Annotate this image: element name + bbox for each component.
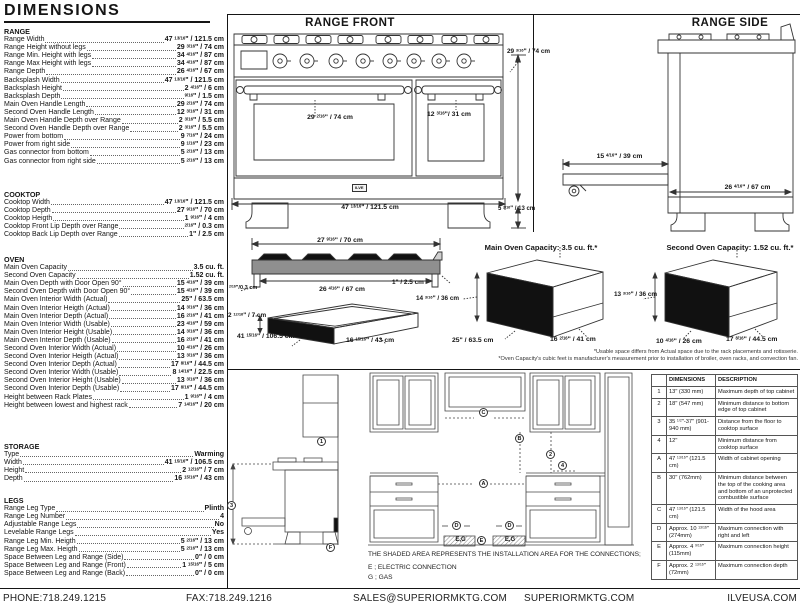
marker-b: B [515, 434, 524, 443]
table-row [652, 560, 798, 579]
front-height-dim: 29 $^{3/16}$" / 74 cm [507, 47, 551, 55]
dotted-leader [77, 278, 189, 279]
page-title: DIMENSIONS [4, 2, 210, 23]
spec-row [4, 546, 224, 554]
description-cell: Width of cabinet opening [716, 454, 798, 473]
spec-value: 17 $^{8/16}$" / 44.5 cm [170, 360, 224, 369]
spec-value: 15 $^{4/16}$" / 39 cm [176, 279, 224, 288]
table-header [652, 375, 667, 387]
row-id-cell: 2 [652, 398, 667, 417]
second-oven-depth-dim: 17 $^{8/16}$" / 44.5 cm [726, 335, 778, 343]
mid-rule [227, 369, 800, 370]
row-id-cell: F [652, 560, 667, 579]
spec-value: 3.5 cu. ft. [193, 264, 224, 272]
spec-value: 16 $^{2/16}$" / 41 cm [176, 311, 224, 320]
footnote-line1: *Usable space differs from Actual space due to the rack placements and rotisserie. [593, 349, 798, 355]
spec-value: 10 $^{4/16}$" / 26 cm [176, 344, 224, 352]
main-oven-height-dim: 14 $^{3/16}$" / 36 cm [416, 294, 460, 302]
spec-value: 1 $^{9/16}$" / 4 cm [184, 214, 224, 222]
dotted-leader [131, 294, 176, 295]
dotted-leader [122, 123, 178, 124]
spec-value: $^{9/16}$" / 1.5 cm [184, 92, 224, 100]
spec-value: 1" / 2.5 cm [189, 230, 224, 238]
dotted-leader [127, 567, 181, 568]
electric-connection-note: E ; ELECTRIC CONNECTION [368, 564, 457, 571]
main-oven-width-dim: 25" / 63.5 cm [452, 337, 494, 344]
cooktop-top-dim: 27 $^{9/16}$" / 70 cm [317, 236, 363, 244]
spec-label: Second Oven Depth with Door Open 90° [4, 288, 131, 296]
spec-label: Main Oven Handle Depth over Range [4, 117, 121, 125]
dotted-leader [87, 50, 176, 51]
dimension-cell: 13" (330 mm) [667, 386, 716, 398]
dotted-leader [75, 535, 211, 536]
cooktop-front-lip-dim: $^{2/16}$"/0.3 cm [229, 284, 258, 291]
dimension-cell: Approx. 10 $^{13/16}$" (274mm) [667, 523, 716, 542]
spec-value: 8 $^{14/16}$" / 22.5 cm [172, 368, 224, 377]
dotted-leader [122, 383, 176, 384]
spec-section-cooktop [4, 191, 224, 239]
spec-value: 15 $^{4/16}$" / 39 cm [176, 287, 224, 296]
dotted-leader [53, 220, 183, 221]
dotted-leader [97, 163, 180, 164]
spec-label: Range Height without legs [4, 44, 86, 52]
spec-row [4, 231, 224, 239]
dotted-leader [95, 114, 176, 115]
table-row [652, 435, 798, 454]
shaded-area-label-right: E,G [504, 537, 516, 543]
spec-value: 13 $^{3/16}$" / 36 cm [176, 376, 224, 385]
storage-drawer-drawing [240, 300, 450, 358]
marker-e: E [477, 536, 486, 545]
row-id-cell: A [652, 454, 667, 473]
row-id-cell: 3 [652, 417, 667, 436]
spec-row [4, 353, 224, 361]
spec-value: 5 $^{2/16}$" / 13 cm [180, 544, 224, 553]
spec-value: 14 $^{3/16}$" / 36 cm [176, 328, 224, 336]
spec-value: 17 $^{8/16}$" / 44.5 cm [170, 384, 224, 393]
spec-value: 47 $^{13/16}$" / 121.5 cm [164, 35, 224, 44]
spec-value: 41 $^{15/16}$" / 106.5 cm [164, 458, 224, 466]
spec-label: Second Oven Interior Width (Actual) [4, 345, 117, 352]
spec-value: 2 $^{3/16}$" / 5.5 cm [178, 124, 224, 133]
spec-label: Adjustable Range Legs [4, 521, 77, 529]
front-main-handle-dim: 29 $^{2/16}$" / 74 cm [307, 113, 353, 121]
spec-section-range [4, 28, 224, 166]
dotted-leader [46, 74, 176, 75]
second-oven-capacity-drawing [625, 255, 800, 360]
spec-label: Height [4, 466, 25, 474]
spec-label: Second Oven Interior Depth (Actual) [4, 361, 117, 369]
spec-label: Backsplash Width [4, 76, 60, 84]
section-title: LEGS [4, 496, 24, 506]
dimension-cell: 12" [667, 435, 716, 454]
dotted-leader [45, 42, 163, 43]
spec-value: 13 $^{3/16}$" / 36 cm [176, 352, 224, 361]
dotted-leader [109, 318, 176, 319]
dotted-leader [119, 375, 171, 376]
dotted-leader [111, 326, 176, 327]
dotted-leader [130, 131, 177, 132]
spec-label: Main Oven Interior Width (Usable) [4, 320, 110, 328]
spec-value: 14 $^{3/16}$" / 36 cm [176, 303, 224, 312]
footer-email[interactable]: SALES@SUPERIORMKTG.COM [353, 593, 508, 604]
section-title: COOKTOP [4, 189, 41, 199]
spec-value: 0" / 0 cm [194, 553, 224, 561]
table-row [652, 454, 798, 473]
spec-value: Yes [211, 529, 224, 537]
dotted-leader [119, 228, 183, 229]
spec-value: 7 $^{14/16}$" / 20 cm [178, 400, 224, 409]
section-title: OVEN [4, 254, 25, 264]
dotted-leader [126, 575, 194, 576]
table-row [652, 542, 798, 561]
spec-value: 25" / 63.5 cm [181, 296, 224, 304]
marker-d-right: D [505, 521, 514, 530]
spec-row [4, 223, 224, 231]
dotted-leader [119, 359, 175, 360]
spec-row [4, 562, 224, 570]
spec-label: Range Leg Min. Heigth [4, 537, 76, 545]
dotted-leader [123, 286, 176, 287]
spec-label: Width [4, 458, 22, 466]
dotted-leader [51, 204, 164, 205]
dotted-leader [66, 519, 219, 520]
spec-value: 27 $^{9/16}$" / 70 cm [176, 205, 224, 214]
marker-4: 4 [558, 461, 567, 470]
spec-label: Second Oven Handle Depth over Range [4, 125, 130, 133]
spec-label: Main Oven Interior Depth (Actual) [4, 312, 109, 320]
spec-value: 1 $^{9/16}$" / 4 cm [184, 392, 224, 401]
spec-label: Range Depth [4, 68, 46, 76]
footer-site[interactable]: SUPERIORMKTG.COM [524, 593, 635, 604]
table-row [652, 472, 798, 504]
marker-3: 3 [227, 501, 236, 510]
row-id-cell: 1 [652, 386, 667, 398]
spec-section-legs [4, 497, 224, 578]
dimension-cell: 47 $^{13/16}$" (121.5 cm) [667, 454, 716, 473]
description-cell: Minimum distance between the top of the cooking area and bottom of an unprotected combustible surface [716, 472, 798, 504]
range-side-title: RANGE SIDE [691, 17, 769, 29]
dotted-leader [71, 147, 180, 148]
dimension-cell: 18" (547 mm) [667, 398, 716, 417]
spec-value: 29 $^{2/16}$" / 74 cm [176, 100, 224, 108]
spec-label: Main Oven Interior Width (Actual) [4, 296, 108, 304]
dotted-leader [77, 527, 213, 528]
spec-label: Cooktop Back Lip Depth over Range [4, 230, 118, 238]
description-cell: Maximum connection height [716, 542, 798, 561]
dimension-cell: 47 $^{13/16}$" (121.5 cm) [667, 505, 716, 524]
dotted-leader [23, 464, 164, 465]
spec-row [4, 264, 224, 272]
range-front-title: RANGE FRONT [305, 17, 395, 29]
spec-label: Backsplash Height [4, 84, 62, 92]
dotted-leader [129, 407, 178, 408]
table-header: DIMENSIONS [667, 375, 716, 387]
spec-value: 1.52 cu. ft. [189, 272, 224, 280]
dotted-leader [111, 310, 176, 311]
spec-row [4, 521, 224, 529]
row-id-cell: 4 [652, 435, 667, 454]
spec-label: Second Oven Capacity [4, 272, 76, 280]
spec-label: Range Width [4, 36, 45, 44]
description-cell: Maximum connection depth [716, 560, 798, 579]
spec-label: Gas connector from right side [4, 157, 96, 165]
cooktop-back-lip-dim: 1" / 2.5 cm [392, 279, 424, 286]
spec-label: Range Leg Number [4, 513, 66, 521]
spec-label: Height between Rack Plates [4, 393, 92, 401]
spec-row [4, 402, 224, 410]
spec-label: Range Leg Type [4, 505, 56, 513]
spec-value: $^{2/16}$" / 0.3 cm [184, 222, 224, 230]
spec-value: No [214, 521, 224, 529]
dotted-leader [92, 66, 176, 67]
range-front-drawing [230, 14, 536, 232]
dotted-leader [118, 367, 170, 368]
spec-label: Range Leg Max. Heigth [4, 545, 78, 553]
spec-row [4, 475, 224, 483]
storage-depth-dim: 16 $^{15/16}$" / 43 cm [346, 336, 395, 344]
footer-phone: PHONE:718.249.1215 [3, 593, 107, 604]
description-cell: Distance from the floor to cooktop surface [716, 417, 798, 436]
description-cell: Minimum distance to bottom edge of top cabinet [716, 398, 798, 417]
front-second-handle-dim: 12 $^{3/16}$"/ 31 cm [427, 110, 471, 118]
spec-row [4, 68, 224, 76]
spec-sections [4, 28, 224, 578]
dotted-leader [77, 543, 180, 544]
spec-label: Main Oven Interior Height (Usable) [4, 328, 113, 336]
spec-label: Depth [4, 475, 23, 483]
description-cell: Width of the hood area [716, 505, 798, 524]
dotted-leader [20, 456, 193, 457]
dotted-leader [61, 82, 164, 83]
spec-value: 4 [220, 513, 224, 521]
spec-label: Main Oven Interior Depth (Usable) [4, 336, 111, 344]
section-title: RANGE [4, 27, 30, 36]
side-door-open-dim: 15 $^{4/16}$" / 39 cm [596, 152, 643, 160]
spec-label: Power from bottom [4, 133, 64, 141]
dotted-leader [63, 90, 184, 91]
dotted-leader [113, 334, 176, 335]
spec-label: Second Oven Interior Width (Usable) [4, 369, 119, 377]
spec-value: 47 $^{13/16}$" / 121.5 cm [164, 197, 224, 206]
spec-label: Second Oven Interior Height (Usable) [4, 377, 121, 385]
spec-value: 1 $^{15/16}$" / 5 cm [182, 561, 224, 569]
spec-value: Plinth [204, 505, 224, 513]
spec-label: Cooktop Front Lip Depth over Range [4, 222, 119, 230]
dotted-leader [52, 212, 176, 213]
spec-label: Backsplash Depth [4, 92, 61, 100]
spec-row [4, 361, 224, 369]
spec-label: Range Min. Height with legs [4, 52, 92, 60]
table-header: DESCRIPTION [716, 375, 798, 387]
dotted-leader [119, 236, 189, 237]
table-row [652, 505, 798, 524]
spec-value: 2 $^{3/16}$" / 5.5 cm [178, 116, 224, 125]
marker-d-left: D [452, 521, 461, 530]
spec-label: Second Oven Interior Depth (Usable) [4, 385, 120, 393]
main-oven-depth-dim: 16 $^{2/16}$" / 41 cm [550, 335, 596, 343]
dotted-leader [79, 551, 180, 552]
footer-brand-site[interactable]: ILVEUSA.COM [727, 593, 797, 604]
spec-value: 2 $^{12/16}$" / 7 cm [182, 466, 224, 474]
dotted-leader [117, 351, 176, 352]
range-side-drawing [533, 14, 800, 232]
spec-row [4, 157, 224, 165]
dotted-leader [120, 391, 170, 392]
dotted-leader [25, 472, 181, 473]
spec-label: Power from right side [4, 141, 71, 149]
spec-column [0, 0, 224, 578]
marker-c: C [479, 408, 488, 417]
table-row [652, 523, 798, 542]
dotted-leader [93, 399, 184, 400]
dotted-leader [124, 559, 194, 560]
table-row [652, 386, 798, 398]
row-id-cell: B [652, 472, 667, 504]
spec-value: 23 $^{4/16}$" / 59 cm [176, 319, 224, 328]
spec-value: 16 $^{2/16}$" / 41 cm [176, 336, 224, 344]
spec-section-oven [4, 256, 224, 410]
dotted-leader [61, 98, 183, 99]
description-cell: Maximum connection with right and left [716, 523, 798, 542]
marker-2: 2 [546, 450, 555, 459]
dotted-leader [56, 511, 203, 512]
spec-label: Space Between Leg and Range (Back) [4, 569, 126, 577]
footnote-line2: *Oven Capacity's cubic feet is manufacturer's measurement prior to installation of broiler, oven racks, and convection fan. [498, 356, 798, 362]
spec-value: 47 $^{13/16}$" / 121.5 cm [164, 75, 224, 84]
dotted-leader [24, 481, 174, 482]
storage-width-dim: 41 $^{15/16}$" / 106.5 cm [237, 332, 295, 340]
spec-value: 9 $^{7/16}$" / 24 cm [180, 132, 224, 141]
spec-label: Main Oven Interior Heigth (Actual) [4, 304, 110, 312]
spec-label: Cooktop Width [4, 198, 50, 206]
dimension-cell: Approx. 4 $^{9/16}$" (115mm) [667, 542, 716, 561]
table-row [652, 417, 798, 436]
spec-row [4, 451, 224, 459]
spec-value: 34 $^{4/16}$" / 87 cm [176, 51, 224, 60]
spec-value: 5 $^{2/16}$" / 13 cm [180, 156, 224, 165]
spec-label: Height between lowest and highest rack [4, 401, 128, 409]
dotted-leader [64, 139, 180, 140]
storage-height-dim: 2 $^{12/16}$" / 7 cm [228, 311, 267, 319]
dimension-cell: 35 $^{1/2}$"-37" (901-940 mm) [667, 417, 716, 436]
spec-label: Levelable Range Legs [4, 529, 74, 537]
marker-f: F [326, 543, 335, 552]
spec-row [4, 513, 224, 521]
footer-fax: FAX:718.249.1216 [186, 593, 273, 604]
spec-label: Second Oven Handle Length [4, 108, 94, 116]
description-cell: Maximum depth of top cabinet [716, 386, 798, 398]
spec-value: Warming [194, 450, 224, 458]
spec-row [4, 570, 224, 578]
marker-1: 1 [317, 437, 326, 446]
spec-value: 0" / 0 cm [194, 569, 224, 577]
spec-value: 12 $^{3/16}$" / 31 cm [176, 108, 224, 116]
spec-value: 29 $^{3/16}$" / 74 cm [176, 43, 224, 52]
spec-label: Cooktop Heigth [4, 214, 53, 222]
footer-bar [0, 588, 800, 610]
spec-label: Gas connector from bottom [4, 149, 89, 157]
spec-label: Space Between Leg and Range (Front) [4, 561, 126, 569]
side-depth-dim: 26 $^{4/16}$" / 67 cm [724, 183, 771, 191]
shaded-area-label-left: E,G [455, 537, 466, 543]
second-oven-height-dim: 13 $^{3/16}$" / 36 cm [614, 290, 658, 298]
spec-label: Main Oven Handle Length [4, 100, 86, 108]
spec-row [4, 288, 224, 296]
dotted-leader [112, 342, 176, 343]
spec-value: 9 $^{1/16}$" / 23 cm [180, 140, 224, 149]
installation-note: THE SHADED AREA REPRESENTS THE INSTALLATION AREA FOR THE CONNECTIONS; [368, 551, 641, 558]
dimension-cell: Approx. 2 $^{13/16}$" (72mm) [667, 560, 716, 579]
dotted-leader [108, 302, 180, 303]
dotted-leader [86, 106, 175, 107]
spec-value: 16 $^{15/16}$" / 43 cm [174, 474, 224, 483]
spec-value: 5 $^{2/16}$" / 13 cm [180, 536, 224, 545]
spec-label: Type [4, 450, 20, 458]
dotted-leader [90, 155, 180, 156]
gas-connection-note: G ; GAS [368, 574, 393, 581]
main-oven-capacity-title: Main Oven Capacity: 3.5 cu. ft.* [484, 243, 598, 252]
row-id-cell: D [652, 523, 667, 542]
dotted-leader [68, 270, 193, 271]
spec-label: Main Oven Capacity [4, 264, 68, 272]
spec-label: Second Oven Interior Heigth (Actual) [4, 353, 119, 361]
spec-section-storage [4, 443, 224, 483]
spec-value: 5 $^{2/16}$" / 13 cm [180, 148, 224, 157]
front-width-dim: 47 $^{13/16}$" / 121.5 cm [341, 203, 399, 211]
section-title: STORAGE [4, 441, 40, 451]
spec-value: 34 $^{4/16}$" / 87 cm [176, 59, 224, 68]
row-id-cell: E [652, 542, 667, 561]
front-leg-dim: 5 $^{2/16}$" / 13 cm [498, 205, 536, 212]
spec-value: 26 $^{4/16}$" / 67 cm [176, 67, 224, 76]
table-row [652, 398, 798, 417]
spec-label: Main Oven Depth with Door Open 90° [4, 280, 122, 288]
second-oven-width-dim: 10 $^{4/16}$" / 26 cm [656, 337, 702, 345]
dimensions-table [651, 374, 798, 580]
spec-value: 2 $^{4/16}$" / 6 cm [184, 83, 224, 92]
row-id-cell: C [652, 505, 667, 524]
ilve-logo: ILVE [352, 184, 367, 192]
dimension-cell: 30" (762mm) [667, 472, 716, 504]
marker-a: A [479, 479, 488, 488]
spec-row [4, 505, 224, 513]
second-oven-capacity-title: Second Oven Capacity: 1.52 cu. ft.* [666, 243, 794, 252]
capacity-footnotes [420, 349, 798, 363]
cooktop-inner-dim: 26 $^{4/16}$" / 67 cm [319, 285, 365, 293]
spec-label: Space Between Leg and Range (Side) [4, 553, 124, 561]
dotted-leader [92, 58, 176, 59]
description-cell: Minimum distance from cooktop surface [716, 435, 798, 454]
spec-label: Range Max Height with legs [4, 60, 92, 68]
spec-label: Cooktop Depth [4, 206, 51, 214]
